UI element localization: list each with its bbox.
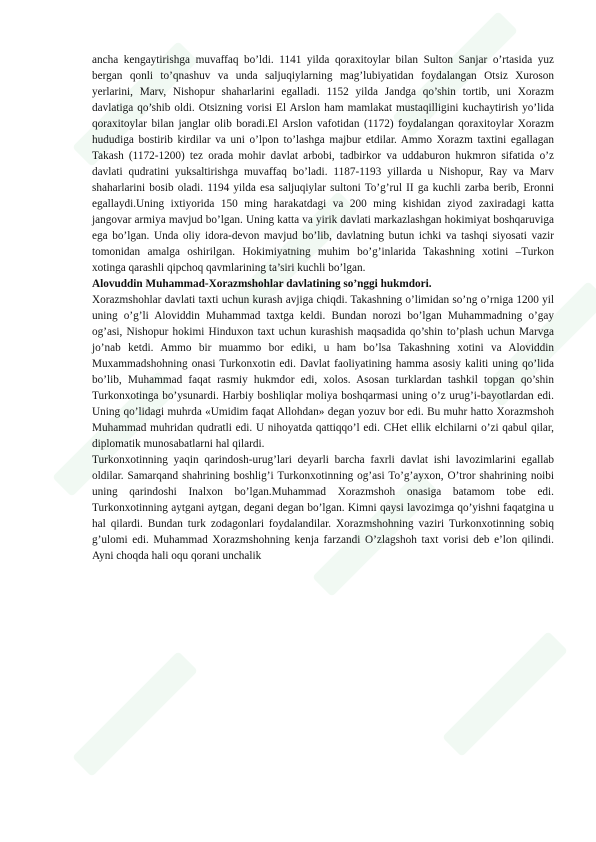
section-heading: Alovuddin Muhammad-Xorazmshohlar davlatining so’nggi hukmdori. (92, 278, 432, 290)
document-body (92, 52, 554, 564)
paragraph-3: Turkonxotinning yaqin qarindosh-urug’lari deyarli barcha faxrli davlat ishi lavozimlarini egallab oldilar. Samarqand shahrining boshlig’i Turkonxotinning og’asi To’g’ayxon, O’tror shahrining noibi uning qarindoshi Inalxon bo’lgan.Muhammad Xorazmshoh onasiga batamom tobe edi. Turkonxotinning aytgani aytgan, degani degan bo’lgan. Kimni qaysi lavozimga qo’yishni faqatgina u hal qilardi. Bundan turk zodagonlari foydalandilar. Xorazmshohning vaziri Turkonxotinning sobiq g’ulomi edi. Muhammad Xorazmshohning kenja farzandi O’zlagshoh taxt vorisi deb e’lon qilindi. Ayni choqda hali oqu qorani unchalik (92, 454, 554, 562)
paragraph-1: ancha kengaytirishga muvaffaq bo’ldi. 1141 yilda qoraxitoylar bilan Sulton Sanjar o’rtasida yuz bergan qonli to’qnashuv va unda saljuqiylarning mag’lubiyatidan foydalangan Otsiz Xuroson yerlarini, Marv, Nishopur shaharlarini egalladi. 1152 yilda Jandga qo’shin tortib, uni Xorazm davlatiga qo’shib oldi. Otsizning vorisi El Arslon ham mamlakat mustaqilligini kuchaytirish yo’lida qoraxitoylar bilan janglar olib boradi.El Arslon vafotidan (1172) foydalangan qoraxitoylar Xorazm hududiga bostirib kirdilar va uni o’lpon to’lashga majbur etdilar. Ammo Xorazm taxtini egallagan Takash (1172-1200) tez orada mohir davlat arbobi, tadbirkor va uddaburon hukmron sifatida o’z davlati qudratini yuksaltirishga muvaffaq bo’ladi. 1187-1193 yillarda u Nishopur, Ray va Marv shaharlarini bosib oladi. 1194 yilda esa saljuqiylar sultoni To’g’rul II ga kuchli zarba berib, Eronni egallaydi.Uning ixtiyorida 150 ming harakatdagi va 200 ming kishidan ziyod zaxiradagi katta jangovar armiya mavjud bo’lgan. Uning katta va yirik davlati markazlashgan hokimiyat boshqaruviga ega bo’lgan. Unda oliy idora-devon mavjud bo’lib, davlatning butun ichki va tashqi siyosati vazir tomonidan amalga oshirilgan. Hokimiyatning muhim bo’g’inlarida Takashning xotini –Turkon xotinga qarashli qipchoq qavmlarining ta’siri kuchli bo’lgan. (92, 54, 554, 274)
paragraph-2: Xorazmshohlar davlati taxti uchun kurash avjiga chiqdi. Takashning o’limidan so’ng o’rniga 1200 yil uning o’g’li Aloviddin Muhammad taxtga keldi. Bundan norozi bo’lgan Muhammadning o’gay og’asi, Nishopur hokimi Hinduxon taxt uchun kurashish maqsadida qo’shin to’plash uchun Marvga jo’nab ketdi. Ammo bir muammo bor ediki, u ham bo’lsa Takashning xotini va Aloviddin Muxammadshohning onasi Turkonxotin edi. Davlat faoliyatining hamma asosiy kaliti uning qo’lida bo’lib, Muhammad faqat rasmiy hukmdor edi, xolos. Asosan turklardan tashkil topgan qo’shin Turkonxotinga bo’ysunardi. Harbiy boshliqlar moliya boshqarmasi uning o’z urug’i-bayotlardan edi. Uning qo’lidagi muhrda «Umidim faqat Allohdan» degan yozuv bor edi. Bu muhr hatto Xorazmshoh Muhammad muhridan qudratli edi. U nihoyatda qattiqqo’l edi. CHet ellik elchilarni o’zi qabul qilar, diplomatik munosabatlarni hal qilardi. (92, 294, 554, 450)
